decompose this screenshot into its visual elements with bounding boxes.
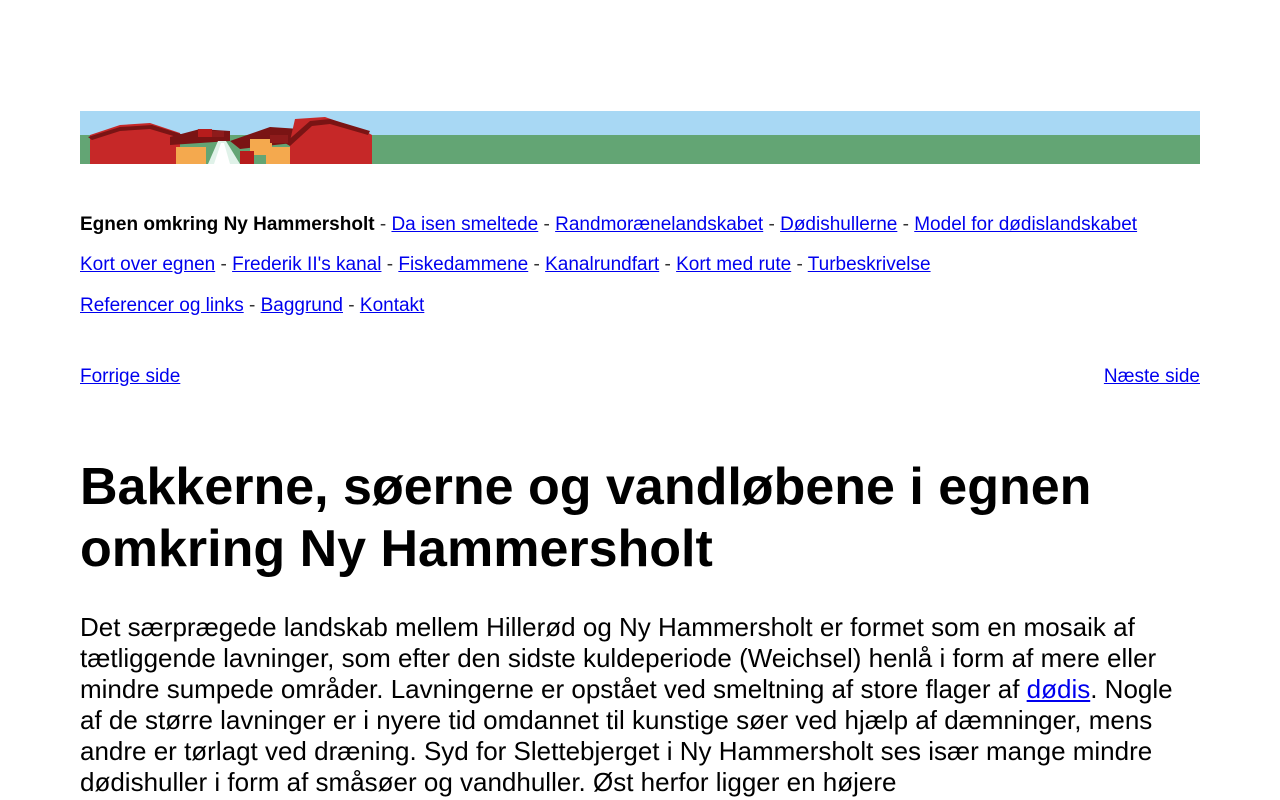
nav-separator: - xyxy=(664,254,671,275)
nav-link-model-for-dodislandskabet[interactable]: Model for dødislandskabet xyxy=(914,214,1138,235)
header-banner xyxy=(80,111,1200,164)
nav-link-fiskedammene[interactable]: Fiskedammene xyxy=(398,254,529,275)
nav-row-2 xyxy=(80,254,1200,276)
nav-link-baggrund[interactable]: Baggrund xyxy=(260,295,343,316)
sky xyxy=(80,111,1200,135)
next-page-link[interactable]: Næste side xyxy=(1103,366,1200,387)
intro-paragraph xyxy=(80,612,1200,798)
nav-link-referencer-og-links[interactable]: Referencer og links xyxy=(80,295,244,316)
nav-link-da-isen-smeltede[interactable]: Da isen smeltede xyxy=(391,214,539,235)
dodis-link[interactable]: dødis xyxy=(1026,674,1091,704)
nav-separator: - xyxy=(543,214,550,235)
nav-separator: - xyxy=(768,214,775,235)
nav-link-turbeskrivelse[interactable]: Turbeskrivelse xyxy=(807,254,931,275)
previous-page-link[interactable]: Forrige side xyxy=(80,366,181,387)
page-title: Bakkerne, søerne og vandløbene i egnen omkring Ny Hammersholt xyxy=(80,458,1092,578)
nav-current-page: Egnen omkring Ny Hammersholt xyxy=(80,214,375,235)
intro-text-start: Det særprægede landskab mellem Hillerød og Ny Hammersholt er formet som en mosaik af tætliggende lavninger, som efter den sidste kuldeperiode (Weichsel) henlå i form af mere eller mindre sumpede områder. Lavningerne er opstået ved smeltning af store flager af xyxy=(80,612,1157,704)
nav-link-dodishullerne[interactable]: Dødishullerne xyxy=(780,214,898,235)
nav-separator: - xyxy=(533,254,540,275)
nav-separator: - xyxy=(348,295,355,316)
nav-link-kanalrundfart[interactable]: Kanalrundfart xyxy=(545,254,660,275)
intro-text-end: . Nogle af de større lavninger er i nyere tid omdannet til kunstige søer ved hjælp af dæmninger, mens andre er tørlagt ved dræning. Syd for Slettebjerget i Ny Hammersholt ses især mange mindre dødishuller i form af småsøer og vandhuller. Øst herfor ligger en højere xyxy=(80,674,1173,797)
nav-separator: - xyxy=(379,214,387,235)
nav-separator: - xyxy=(386,254,394,275)
nav-separator: - xyxy=(902,214,909,235)
nav-link-kort-med-rute[interactable]: Kort med rute xyxy=(676,254,792,275)
nav-link-randmoraenelandskabet[interactable]: Randmorænelandskabet xyxy=(555,214,764,235)
nav-separator: - xyxy=(796,254,803,275)
pager xyxy=(80,366,1200,388)
nav-separator: - xyxy=(220,254,227,275)
nav-link-kort-over-egnen[interactable]: Kort over egnen xyxy=(80,254,216,275)
nav-separator: - xyxy=(248,295,256,316)
nav-row-3 xyxy=(80,295,1200,317)
nav-link-frederik-iis-kanal[interactable]: Frederik II's kanal xyxy=(232,254,382,275)
nav-row-1 xyxy=(80,214,1200,236)
landscape-illustration xyxy=(80,111,1200,164)
nav-link-kontakt[interactable]: Kontakt xyxy=(359,295,425,316)
